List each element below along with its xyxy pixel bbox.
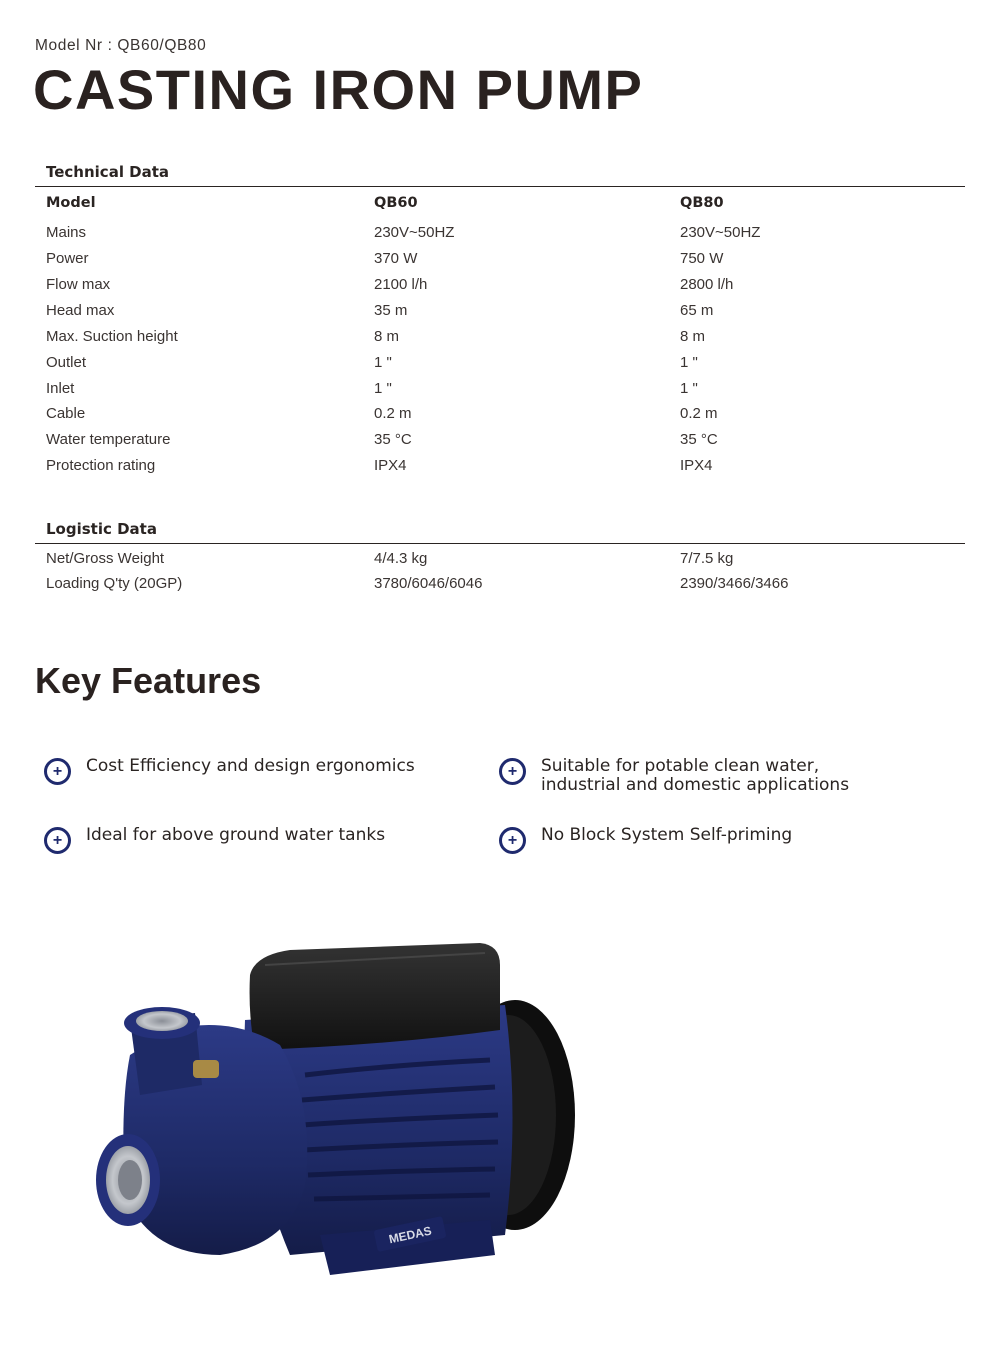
feature-line: Ideal for above ground water tanks — [86, 825, 386, 845]
feature-line: industrial and domestic applications — [541, 775, 850, 795]
row-label: Water temperature — [46, 431, 171, 448]
column-header-model: Model — [46, 195, 96, 211]
qb60-value: 35 m — [374, 302, 408, 319]
key-features-heading: Key Features — [35, 660, 262, 701]
table-header-row — [0, 195, 1000, 221]
qb60-value: 4/4.3 kg — [374, 550, 428, 567]
qb60-value: IPX4 — [374, 457, 407, 474]
feature-item — [44, 826, 385, 854]
row-label: Flow max — [46, 276, 111, 293]
row-label: Outlet — [46, 354, 87, 371]
table-row — [0, 328, 1000, 354]
logistic-data-rule — [35, 543, 965, 544]
feature-item — [44, 757, 415, 785]
row-label: Cable — [46, 405, 86, 422]
table-row — [0, 575, 1000, 601]
plus-circle-icon: + — [44, 758, 71, 785]
technical-data-rule — [35, 186, 965, 187]
column-header-qb60: QB60 — [374, 195, 418, 211]
table-row — [0, 354, 1000, 380]
feature-text — [86, 757, 415, 776]
qb60-value: 1 " — [374, 380, 392, 397]
page-title: CASTING IRON PUMP — [33, 58, 644, 121]
qb80-value: 7/7.5 kg — [680, 550, 734, 567]
qb60-value: 370 W — [374, 250, 418, 267]
table-row — [0, 457, 1000, 483]
row-label: Max. Suction height — [46, 328, 178, 345]
row-label: Mains — [46, 224, 87, 241]
table-row — [0, 405, 1000, 431]
feature-text — [541, 826, 792, 845]
feature-text — [86, 826, 385, 845]
plus-circle-icon: + — [44, 827, 71, 854]
plus-circle-icon: + — [499, 827, 526, 854]
qb60-value: 35 °C — [374, 431, 412, 448]
qb60-value: 8 m — [374, 328, 400, 345]
qb80-value: IPX4 — [680, 457, 713, 474]
qb80-value: 1 " — [680, 354, 698, 371]
qb80-value: 750 W — [680, 250, 724, 267]
table-row — [0, 224, 1000, 250]
feature-text — [541, 757, 849, 795]
feature-item — [499, 826, 792, 854]
qb80-value: 2800 l/h — [680, 276, 734, 293]
row-label: Head max — [46, 302, 115, 319]
row-label: Net/Gross Weight — [46, 550, 165, 567]
row-label: Inlet — [46, 380, 75, 397]
feature-line: Suitable for potable clean water, — [541, 756, 820, 776]
feature-item — [499, 757, 849, 795]
table-row — [0, 276, 1000, 302]
pump-product-image — [90, 935, 590, 1300]
qb80-value: 65 m — [680, 302, 714, 319]
row-label: Protection rating — [46, 457, 156, 474]
plus-circle-icon: + — [499, 758, 526, 785]
feature-line: Cost Efficiency and design ergonomics — [86, 756, 415, 776]
feature-line: No Block System Self-priming — [541, 825, 793, 845]
table-row — [0, 302, 1000, 328]
table-row — [0, 550, 1000, 576]
qb80-value: 35 °C — [680, 431, 718, 448]
model-number: Model Nr : QB60/QB80 — [35, 37, 207, 54]
qb60-value: 2100 l/h — [374, 276, 428, 293]
qb60-value: 1 " — [374, 354, 392, 371]
table-row — [0, 431, 1000, 457]
table-row — [0, 380, 1000, 406]
qb60-value: 230V~50HZ — [374, 224, 455, 241]
qb80-value: 8 m — [680, 328, 706, 345]
qb80-value: 230V~50HZ — [680, 224, 761, 241]
row-label: Loading Q'ty (20GP) — [46, 575, 183, 592]
brand-label: MEDAS — [387, 1223, 433, 1247]
qb60-value: 3780/6046/6046 — [374, 575, 483, 592]
column-header-qb80: QB80 — [680, 195, 724, 211]
table-row — [0, 250, 1000, 276]
qb80-value: 1 " — [680, 380, 698, 397]
qb80-value: 2390/3466/3466 — [680, 575, 789, 592]
qb80-value: 0.2 m — [680, 405, 718, 422]
row-label: Power — [46, 250, 89, 267]
logistic-data-heading: Logistic Data — [46, 520, 157, 538]
technical-data-heading: Technical Data — [46, 163, 170, 181]
qb60-value: 0.2 m — [374, 405, 412, 422]
